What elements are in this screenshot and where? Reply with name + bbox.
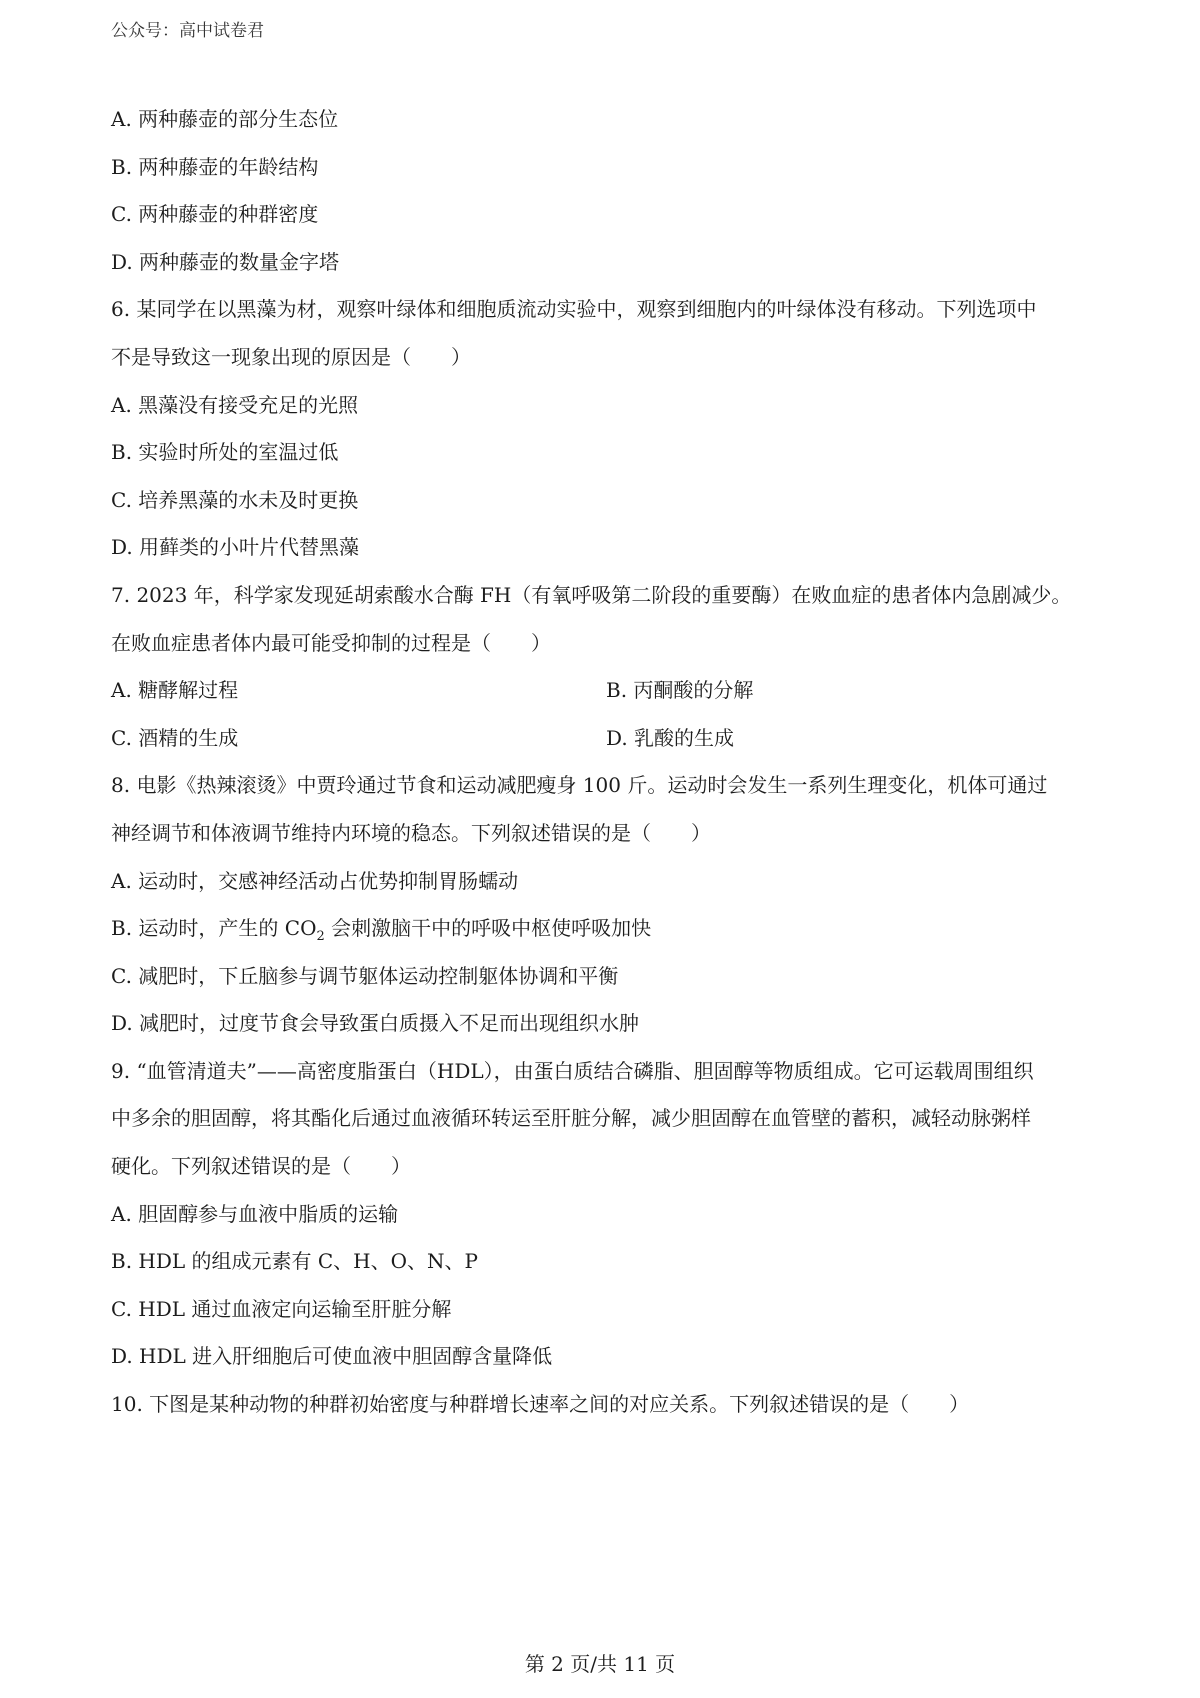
q7-option-a: A. 糖酵解过程 (111, 678, 239, 703)
q9-option-d: D. HDL 进入肝细胞后可使血液中胆固醇含量降低 (111, 1344, 553, 1369)
q8-option-b-text: B. 运动时，产生的 CO (111, 916, 317, 941)
q8-option-b-subscript: 2 (316, 929, 325, 945)
q9-option-b: B. HDL 的组成元素有 C、H、O、N、P (111, 1249, 478, 1274)
q8-stem-line2: 神经调节和体液调节维持内环境的稳态。下列叙述错误的是（ ） (111, 820, 711, 845)
q5-option-b: B. 两种藤壶的年龄结构 (111, 154, 319, 179)
q6-stem-line1: 6. 某同学在以黑藻为材，观察叶绿体和细胞质流动实验中，观察到细胞内的叶绿体没有移动。下列选项中 (111, 297, 1037, 322)
q7-stem-line1: 7. 2023 年，科学家发现延胡索酸水合酶 FH（有氧呼吸第二阶段的重要酶）在败血症的患者体内急剧减少。 (111, 582, 1072, 607)
q8-option-b (111, 905, 1101, 953)
q8-option-a: A. 运动时，交感神经活动占优势抑制胃肠蠕动 (111, 868, 519, 893)
q9-option-a: A. 胆固醇参与血液中脂质的运输 (111, 1201, 399, 1226)
q8-option-b-text-rest: 会刺激脑干中的呼吸中枢使呼吸加快 (324, 916, 652, 941)
q7-option-b: B. 丙酮酸的分解 (606, 678, 754, 703)
page-header-source: 公众号：高中试卷君 (111, 21, 264, 41)
q6-option-d: D. 用藓类的小叶片代替黑藻 (111, 535, 360, 560)
q9-stem-line1: 9. “血管清道夫”——高密度脂蛋白（HDL），由蛋白质结合磷脂、胆固醇等物质组成。它可运载周围组织 (111, 1058, 1034, 1083)
q9-option-c: C. HDL 通过血液定向运输至肝脏分解 (111, 1296, 452, 1321)
q6-stem-line2: 不是导致这一现象出现的原因是（ ） (111, 344, 471, 369)
q5-option-a: A. 两种藤壶的部分生态位 (111, 107, 339, 131)
page-number-footer: 第 2 页/共 11 页 (524, 1652, 676, 1676)
q5-option-c: C. 两种藤壶的种群密度 (111, 202, 319, 227)
q6-option-b: B. 实验时所处的室温过低 (111, 440, 339, 465)
q9-stem-line2: 中多余的胆固醇，将其酯化后通过血液循环转运至肝脏分解，减少胆固醇在血管壁的蓄积，减轻动脉粥样 (111, 1106, 1031, 1131)
q10-stem-line1: 10. 下图是某种动物的种群初始密度与种群增长速率之间的对应关系。下列叙述错误的是（ ） (111, 1392, 970, 1417)
q5-option-d: D. 两种藤壶的数量金字塔 (111, 249, 340, 274)
q6-option-c: C. 培养黑藻的水未及时更换 (111, 487, 359, 512)
q6-option-a: A. 黑藻没有接受充足的光照 (111, 392, 359, 417)
q7-options-row1 (111, 667, 1101, 715)
q7-option-d: D. 乳酸的生成 (606, 725, 735, 750)
q7-stem-line2: 在败血症患者体内最可能受抑制的过程是（ ） (111, 630, 551, 655)
q7-options-row2 (111, 715, 1101, 763)
q8-option-c: C. 减肥时，下丘脑参与调节躯体运动控制躯体协调和平衡 (111, 963, 619, 988)
q7-option-c: C. 酒精的生成 (111, 725, 239, 750)
q9-stem-line3: 硬化。下列叙述错误的是（ ） (111, 1154, 411, 1179)
q8-stem-line1: 8. 电影《热辣滚烫》中贾玲通过节食和运动减肥瘦身 100 斤。运动时会发生一系列生理变化，机体可通过 (111, 773, 1048, 798)
question-content (111, 96, 1101, 1429)
q8-option-d: D. 减肥时，过度节食会导致蛋白质摄入不足而出现组织水肿 (111, 1011, 640, 1036)
